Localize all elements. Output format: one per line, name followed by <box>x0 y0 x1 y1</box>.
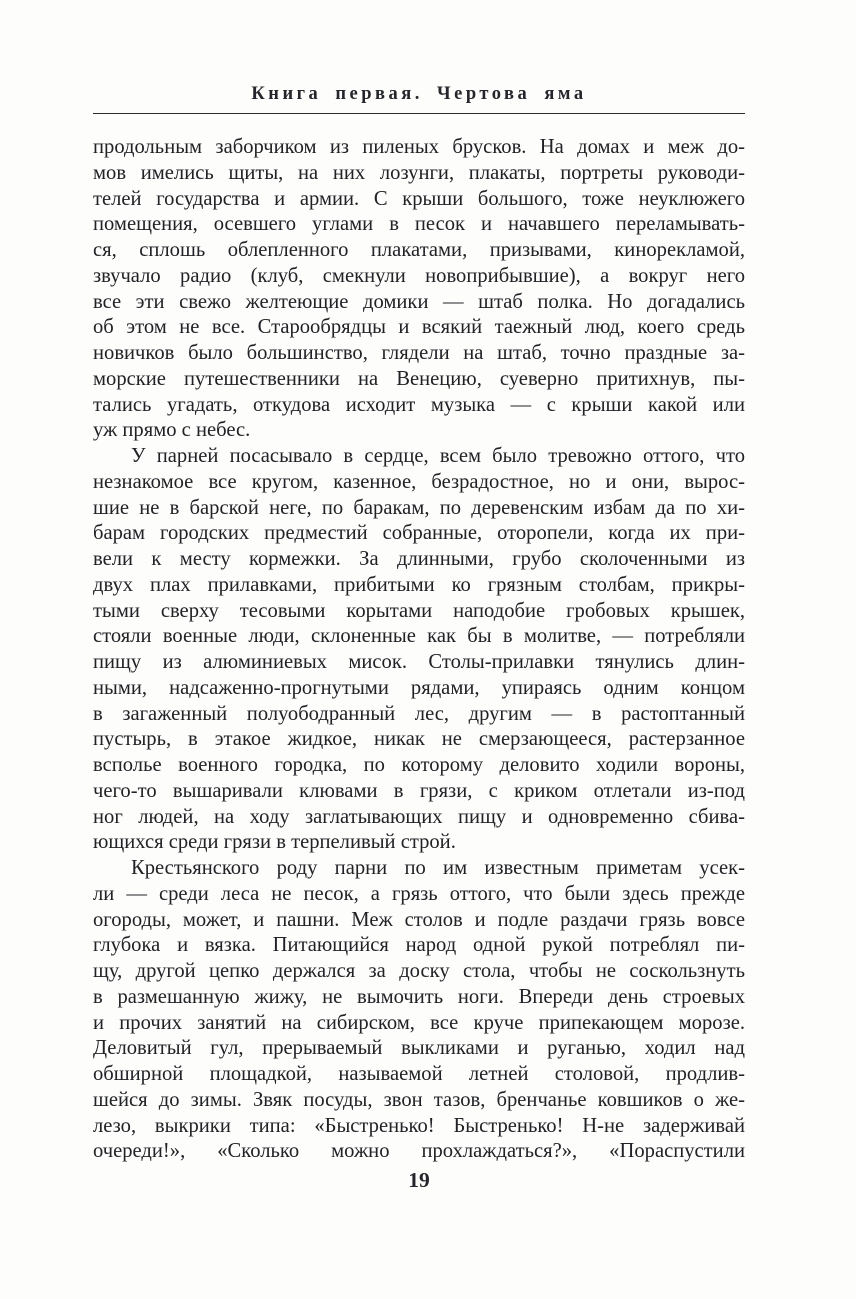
text-line: Деловитый гул, прерываемый выкликами и руганью, ходил над <box>93 1037 745 1060</box>
text-line: двух плах прилавками, прибитыми ко грязным столбам, прикры- <box>93 573 745 596</box>
page-number: 19 <box>408 1168 430 1192</box>
text-line: мов имелись щиты, на них лозунги, плакаты, портреты руководи- <box>93 161 745 184</box>
text-line: пустырь, в этакое жидкое, никак не смерзающееся, растерзанное <box>93 728 745 751</box>
text-line: все эти свежо желтеющие домики — штаб полка. Но догадались <box>93 290 745 313</box>
text-line: шие не в барской неге, по баракам, по деревенским избам да по хи- <box>93 496 745 519</box>
text-line: щу, другой цепко держался за доску стола, чтобы не соскользнуть <box>93 960 745 982</box>
body-text <box>93 135 745 1165</box>
text-line: уж прямо с небес. <box>93 419 251 442</box>
text-line: лезо, выкрики типа: «Быстренько! Быстренько! Н-не задерживай <box>93 1114 745 1137</box>
text-line: обширной площадкой, называемой летней столовой, продлив- <box>93 1063 745 1085</box>
text-line: новичков было большинство, глядели на штаб, точно праздные за- <box>93 342 745 364</box>
text-line: в размешанную жижу, не вымочить ноги. Впереди день строевых <box>93 985 745 1008</box>
text-line: продольным заборчиком из пиленых брусков. На домах и меж до- <box>93 136 745 158</box>
text-line: Крестьянского роду парни по им известным приметам усек- <box>131 857 745 879</box>
running-header: Книга первая. Чертова яма <box>251 84 587 104</box>
text-line: тыми сверху тесовыми корытами наподобие гробовых крышек, <box>93 599 745 622</box>
text-line: очереди!», «Сколько можно прохлаждаться?», «Пораспустили <box>93 1140 745 1163</box>
text-line: стояли военные люди, склоненные как бы в молитве, — потребляли <box>93 625 745 648</box>
text-line: ными, надсаженно-прогнутыми рядами, упираясь одним концом <box>93 676 745 699</box>
text-line: ли — среди леса не песок, а грязь оттого, что были здесь прежде <box>93 882 745 905</box>
text-line: ног людей, на ходу заглатывающих пищу и одновременно сбива- <box>93 805 745 828</box>
text-line: ющихся среди грязи в терпеливый строй. <box>93 831 456 854</box>
text-line: барам городских предместий собранные, оторопели, когда их при- <box>93 522 745 545</box>
text-line: чего-то вышаривали клювами в грязи, с криком отлетали из-под <box>93 779 745 802</box>
text-line: вели к месту кормежки. За длинными, грубо сколоченными из <box>93 548 745 570</box>
text-line: и прочих занятий на сибирском, все круче припекающем морозе. <box>93 1011 745 1034</box>
text-line: всполье военного городка, по которому деловито ходили вороны, <box>93 754 745 776</box>
text-line: звучало радио (клуб, смекнули новоприбывшие), а вокруг него <box>93 264 745 287</box>
text-line: У парней посасывало в сердце, всем было тревожно оттого, что <box>131 445 745 467</box>
text-line: об этом не все. Старообрядцы и всякий таежный люд, коего средь <box>93 316 745 339</box>
text-line: телей государства и армии. С крыши большого, тоже неуклюжего <box>93 187 745 210</box>
text-line: ся, сплошь облепленного плакатами, призывами, кинорекламой, <box>93 239 745 261</box>
header-rule-divider <box>93 113 745 114</box>
text-line: огороды, может, и пашни. Меж столов и подле раздачи грязь вовсе <box>93 908 745 931</box>
text-line: шейся до зимы. Звяк посуды, звон тазов, бренчанье ковшиков о же- <box>93 1088 745 1111</box>
text-line: помещения, осевшего углами в песок и начавшего переламывать- <box>93 213 745 236</box>
text-line: глубока и вязка. Питающийся народ одной рукой потреблял пи- <box>93 934 745 957</box>
text-line: тались угадать, откудова исходит музыка — с крыши какой или <box>93 393 745 416</box>
text-line: незнакомое все кругом, казенное, безрадостное, но и они, вырос- <box>93 470 745 493</box>
text-line: в загаженный полуободранный лес, другим — в растоптанный <box>93 702 745 725</box>
text-line: пищу из алюминиевых мисок. Столы-прилавки тянулись длин- <box>93 651 745 673</box>
text-line: морские путешественники на Венецию, суеверно притихнув, пы- <box>93 367 745 390</box>
